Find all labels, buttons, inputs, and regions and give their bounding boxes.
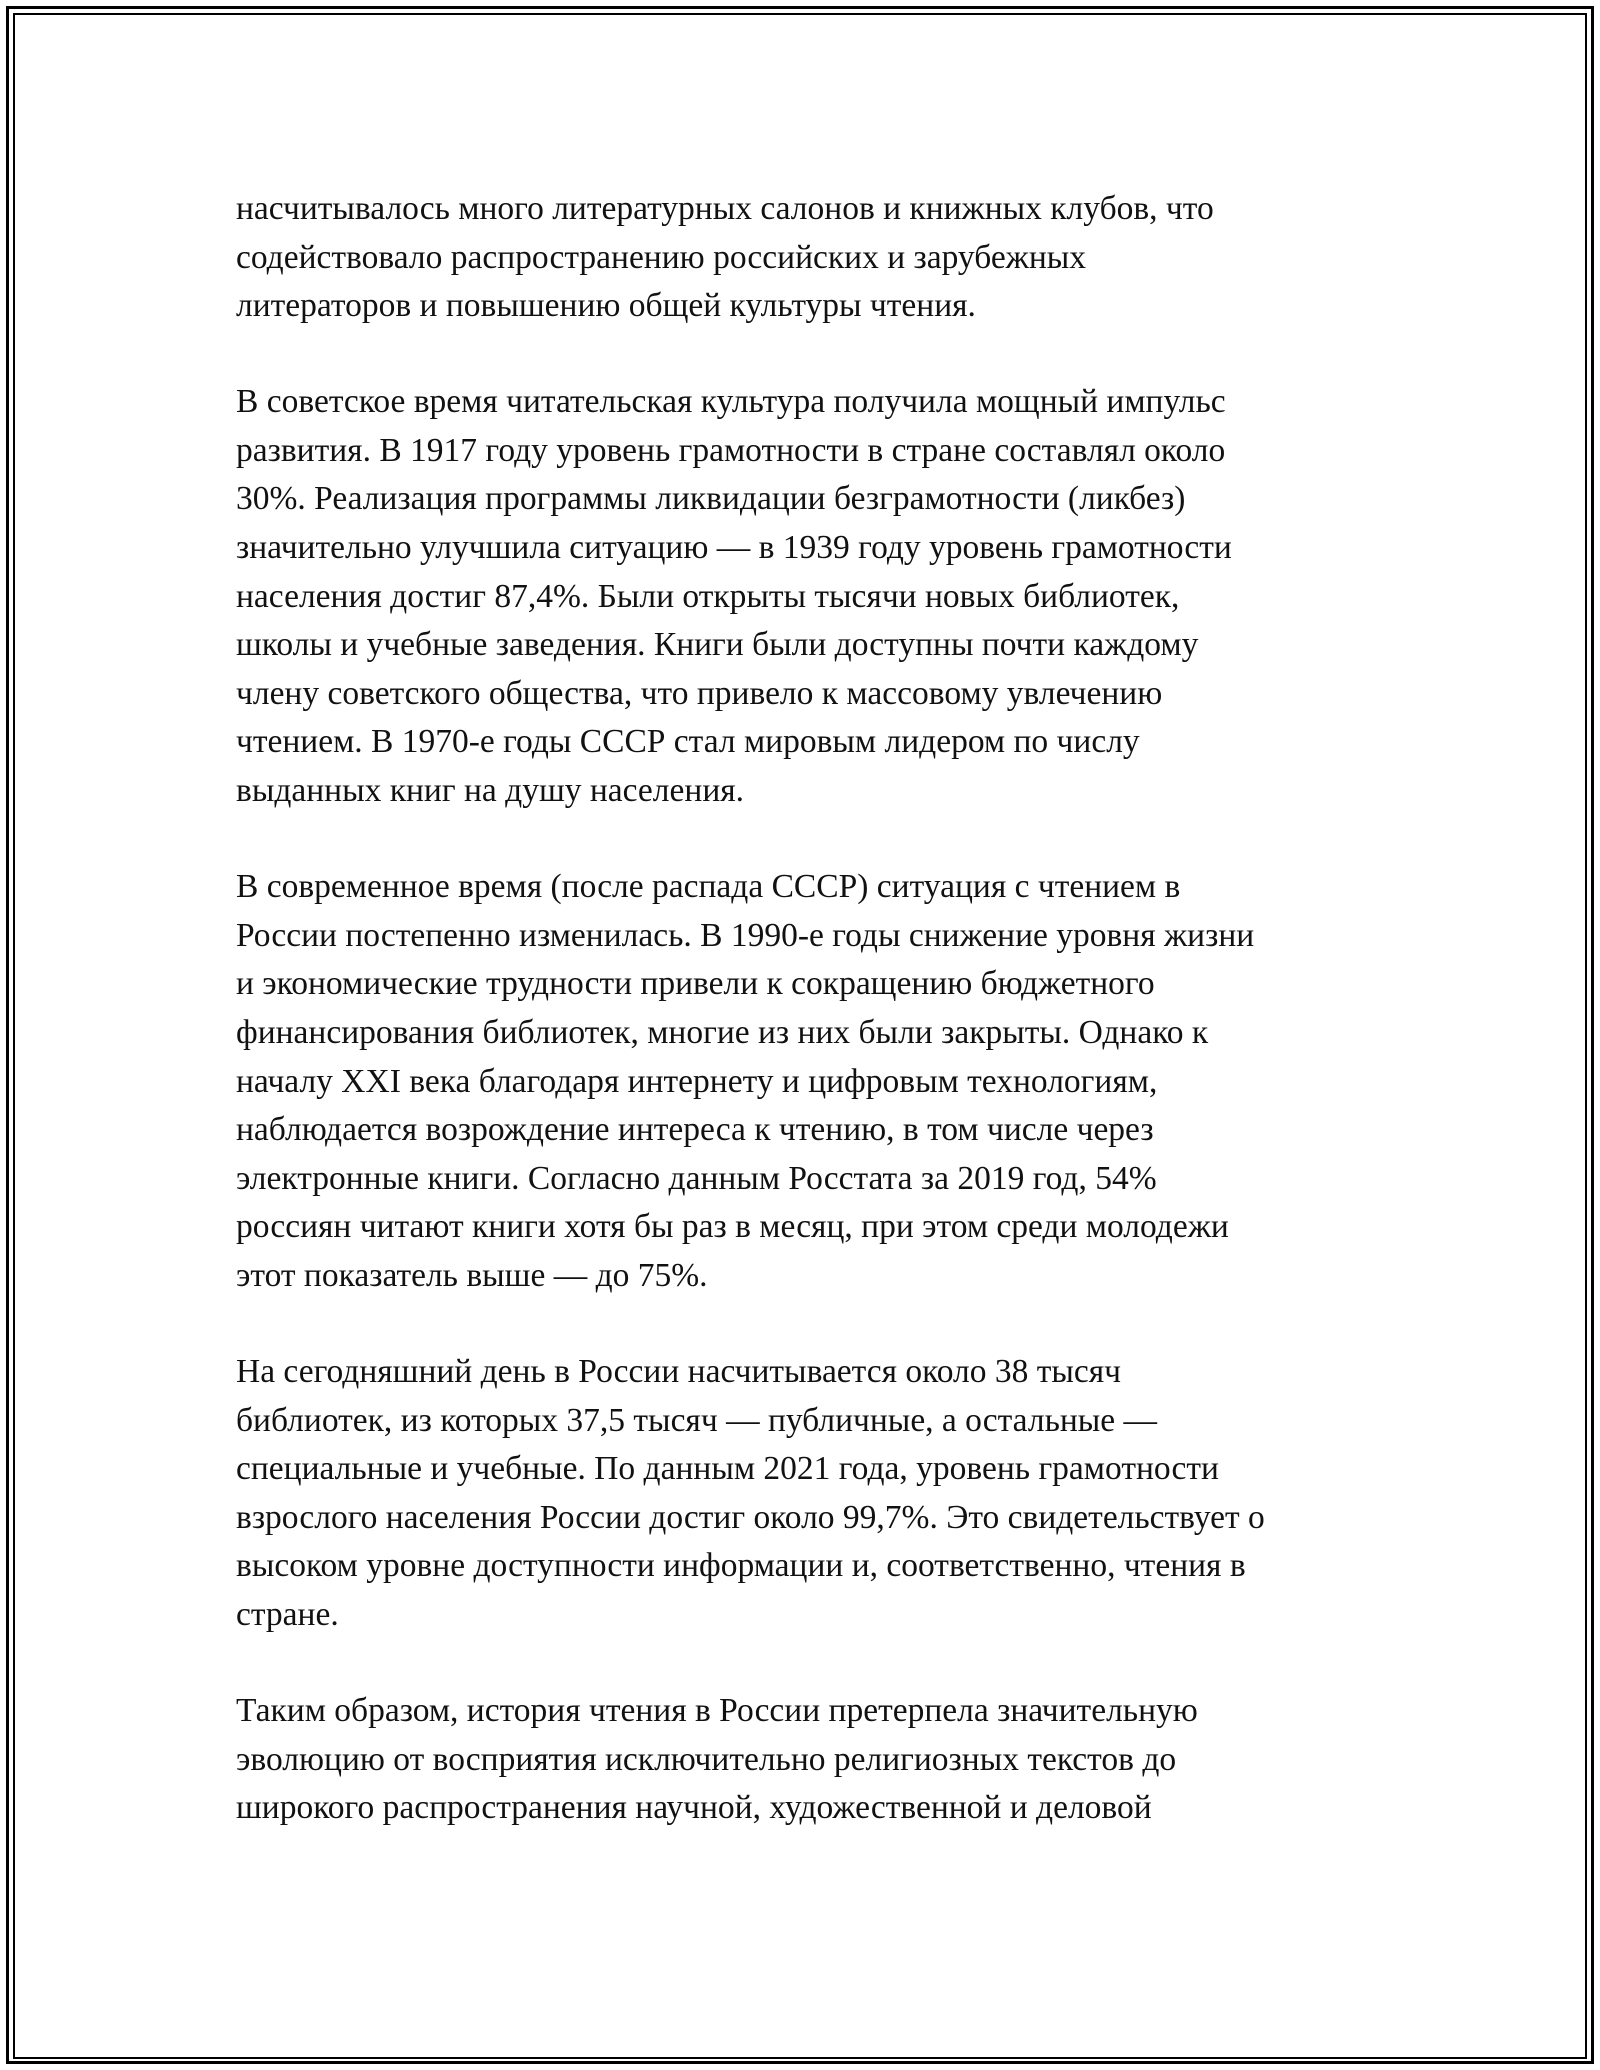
text-line: началу XXI века благодаря интернету и цифровым технологиям,: [236, 1062, 1158, 1100]
text-line: россиян читают книги хотя бы раз в месяц, при этом среди молодежи: [236, 1208, 1229, 1246]
text-line: эволюцию от восприятия исключительно религиозных текстов до: [236, 1740, 1177, 1778]
text-line: 30%. Реализация программы ликвидации безграмотности (ликбез): [236, 480, 1186, 518]
paragraph-modern-era: [236, 863, 1406, 1300]
text-line: широкого распространения научной, художественной и деловой: [236, 1789, 1152, 1827]
paragraph-literary-salons: [236, 185, 1406, 331]
text-line: высоком уровне доступности информации и, соответственно, чтения в: [236, 1547, 1246, 1585]
text-line: литераторов и повышению общей культуры чтения.: [236, 287, 976, 325]
text-line: стране.: [236, 1595, 339, 1633]
text-line: В современное время (после распада СССР) ситуация с чтением в: [236, 868, 1181, 906]
text-line: насчитывалось много литературных салонов и книжных клубов, что: [236, 190, 1214, 227]
text-line: чтением. В 1970-е годы СССР стал мировым лидером по числу: [236, 723, 1140, 761]
text-line: этот показатель выше — до 75%.: [236, 1256, 708, 1294]
text-line: финансирования библиотек, многие из них были закрыты. Однако к: [236, 1013, 1209, 1051]
text-line: В советское время читательская культура получила мощный импульс: [236, 383, 1226, 421]
text-line: специальные и учебные. По данным 2021 года, уровень грамотности: [236, 1450, 1219, 1488]
text-line: библиотек, из которых 37,5 тысяч — публичные, а остальные —: [236, 1401, 1158, 1439]
text-line: содействовало распространению российских и зарубежных: [236, 238, 1087, 276]
text-line: выданных книг на душу населения.: [236, 772, 745, 810]
text-line: взрослого населения России достиг около 99,7%. Это свидетельствует о: [236, 1498, 1265, 1536]
text-line: населения достиг 87,4%. Были открыты тысячи новых библиотек,: [236, 577, 1180, 615]
paragraph-conclusion: [236, 1687, 1406, 1833]
text-line: школы и учебные заведения. Книги были доступны почти каждому: [236, 626, 1199, 664]
text-line: России постепенно изменилась. В 1990-е годы снижение уровня жизни: [236, 916, 1255, 954]
text-line: и экономические трудности привели к сокращению бюджетного: [236, 965, 1155, 1003]
text-line: На сегодняшний день в России насчитывается около 38 тысяч: [236, 1352, 1122, 1390]
text-line: электронные книги. Согласно данным Росстата за 2019 год, 54%: [236, 1159, 1157, 1197]
text-line: развития. В 1917 году уровень грамотности в стране составлял около: [236, 431, 1226, 469]
text-line: наблюдается возрождение интереса к чтению, в том числе через: [236, 1111, 1154, 1149]
text-line: Таким образом, история чтения в России претерпела значительную: [236, 1692, 1198, 1730]
text-line: значительно улучшила ситуацию — в 1939 году уровень грамотности: [236, 529, 1232, 567]
text-line: члену советского общества, что привело к массовому увлечению: [236, 674, 1163, 712]
document-body: [236, 185, 1406, 1880]
paragraph-soviet-era: [236, 378, 1406, 815]
paragraph-libraries-today: [236, 1348, 1406, 1640]
